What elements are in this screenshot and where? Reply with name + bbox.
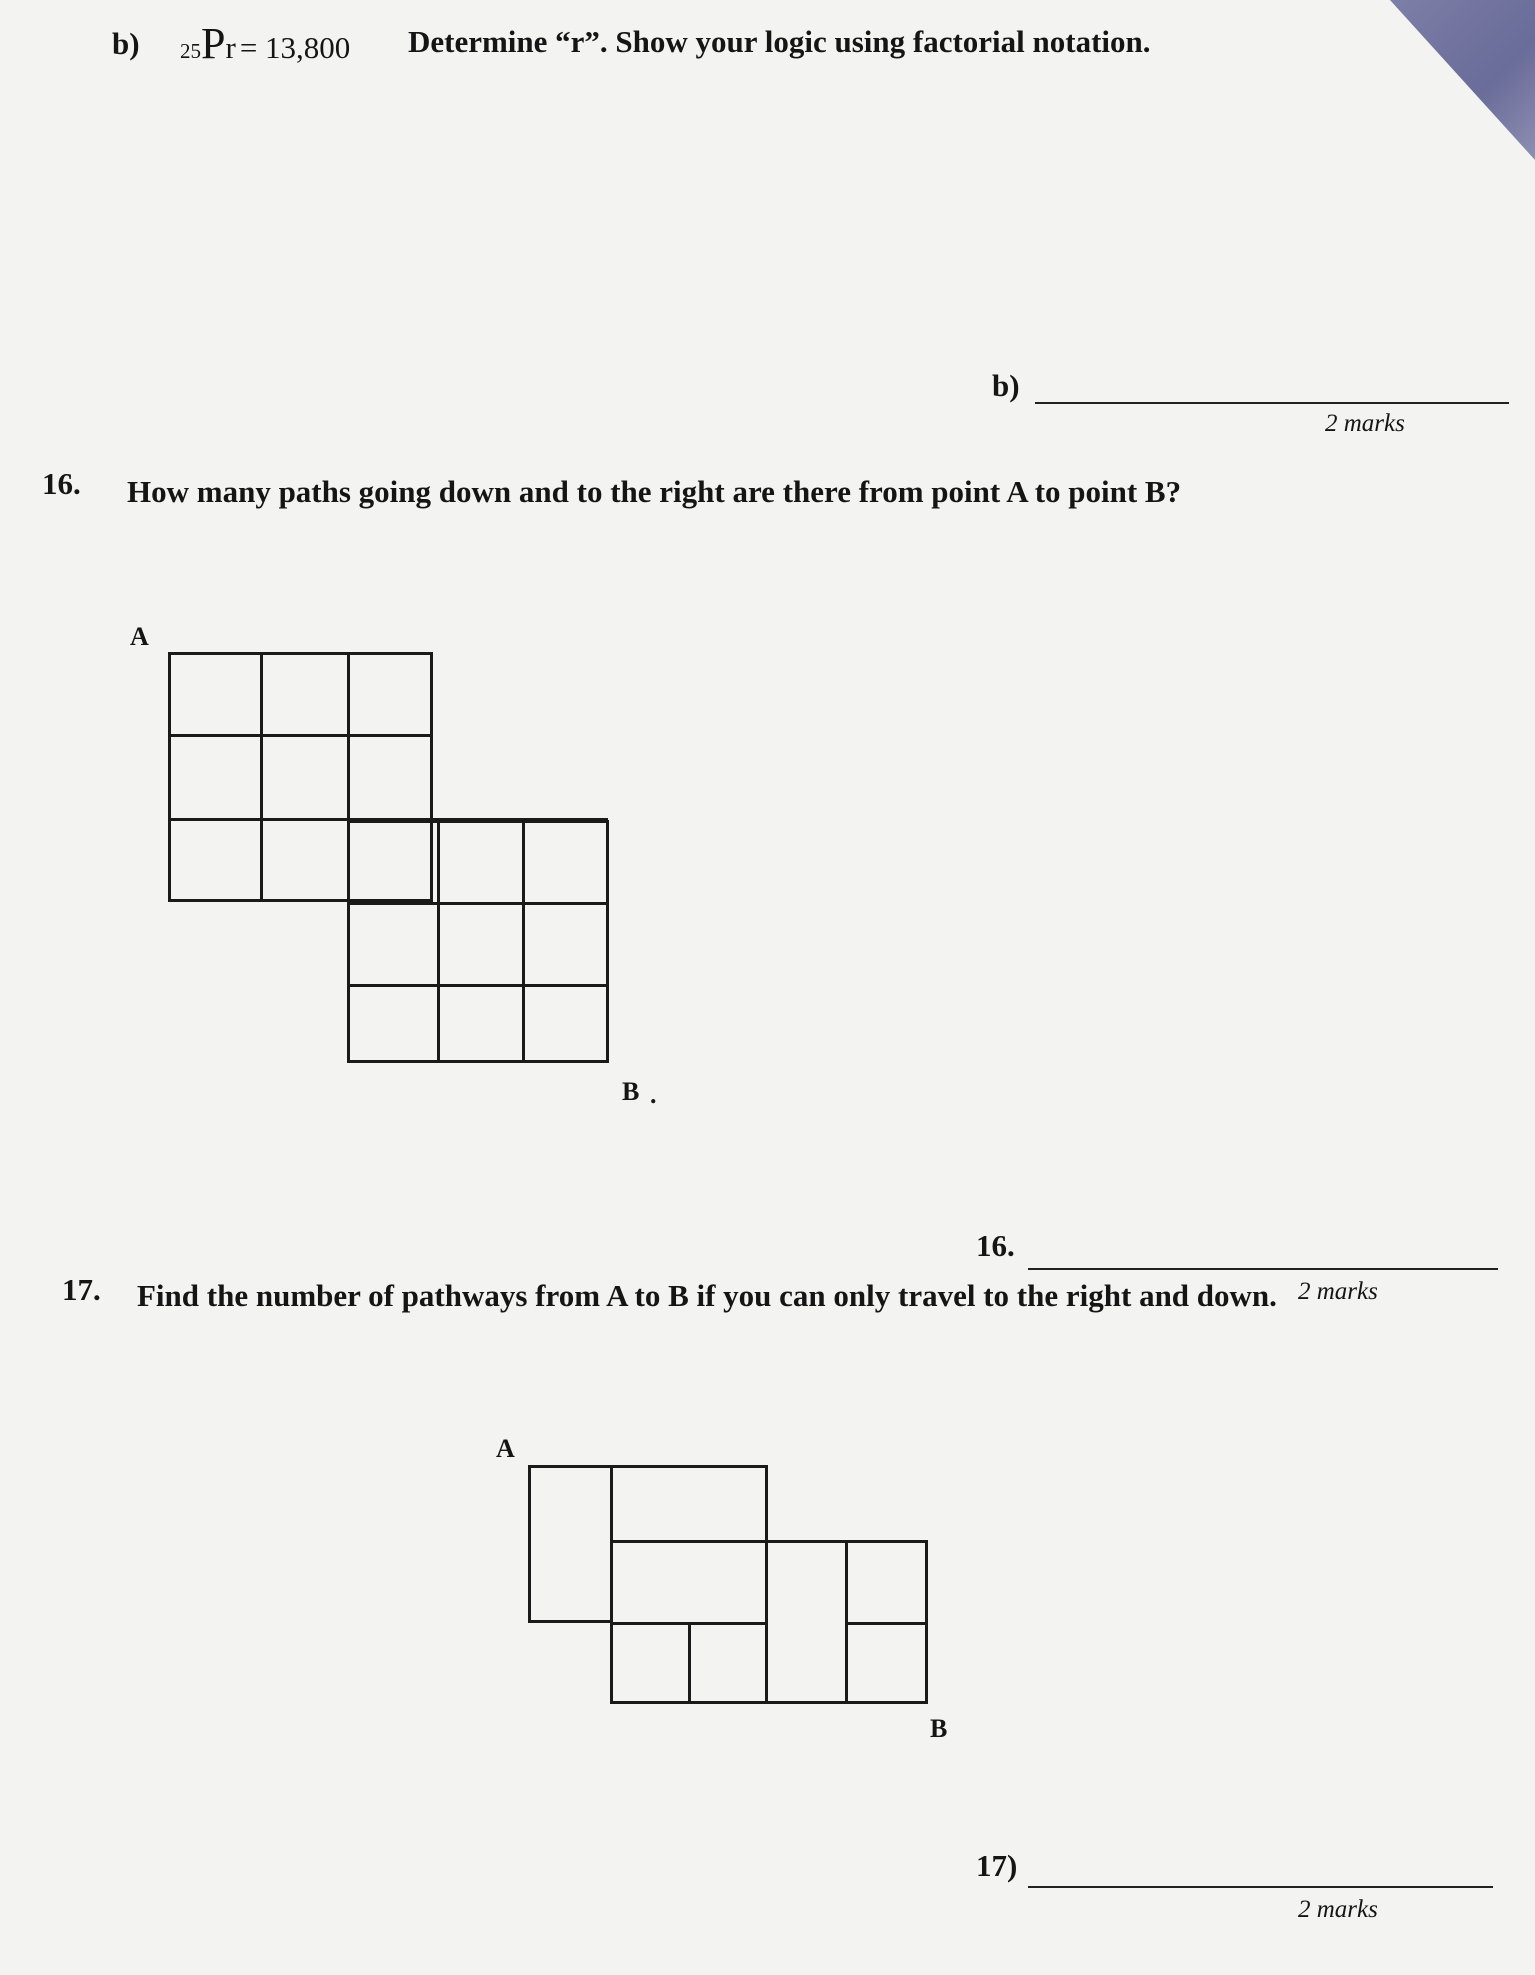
page-corner-shadow	[1390, 0, 1535, 160]
q16-grid-line	[522, 820, 525, 1063]
q16-grid-line	[437, 820, 440, 1063]
q16-grid-line	[168, 734, 433, 737]
q15b-permutation-value: = 13,800	[239, 30, 351, 65]
q17-point-a: A	[496, 1434, 515, 1463]
q15b-permutation-n: 25	[180, 39, 201, 63]
q15b-instruction: Determine “r”. Show your logic using factorial notation.	[408, 24, 1151, 59]
q15b-label: b)	[112, 26, 140, 61]
q17-grid-line	[688, 1622, 691, 1704]
q16-answer-label: 16.	[976, 1228, 1015, 1263]
q17-point-b: B	[930, 1714, 948, 1743]
q16-point-b-dot: .	[650, 1080, 657, 1109]
q15b-permutation-r: r	[225, 30, 236, 65]
q15b-marks: 2 marks	[1325, 410, 1405, 437]
q17-grid-left-block	[528, 1465, 613, 1623]
q16-grid-lower-block	[347, 820, 609, 1063]
q16-grid-line	[347, 652, 350, 902]
q15b-answer-line	[1035, 402, 1509, 404]
q17-question: Find the number of pathways from A to B if you can only travel to the right and down.	[137, 1278, 1277, 1313]
q16-grid-line	[260, 652, 263, 902]
q17-answer-label: 17)	[976, 1848, 1018, 1883]
q16-point-b: B	[622, 1077, 640, 1106]
q17-grid-line	[845, 1622, 928, 1625]
q16-question: How many paths going down and to the right are there from point A to point B?	[127, 474, 1182, 509]
q17-grid-top-block	[610, 1465, 768, 1543]
q15b-answer-label: b)	[992, 368, 1020, 403]
q16-grid-line	[347, 984, 609, 987]
q16-number: 16.	[42, 466, 81, 501]
q16-marks: 2 marks	[1298, 1278, 1378, 1305]
q16-grid-line	[168, 818, 608, 821]
q15b-permutation-p: P	[201, 19, 226, 68]
q17-answer-line	[1028, 1886, 1493, 1888]
q16-grid-line	[347, 902, 609, 905]
q16-point-a: A	[130, 622, 149, 651]
q17-number: 17.	[62, 1272, 101, 1307]
q17-marks: 2 marks	[1298, 1896, 1378, 1923]
q15b-permutation	[180, 18, 350, 69]
q16-answer-line	[1028, 1268, 1498, 1270]
